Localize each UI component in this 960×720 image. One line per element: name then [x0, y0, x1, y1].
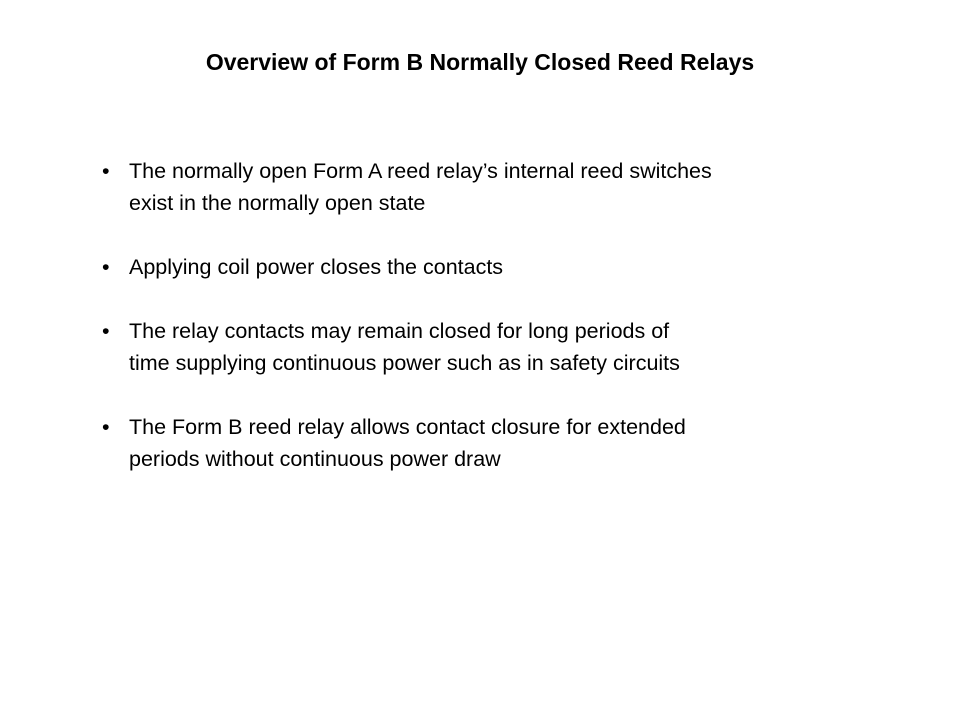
- bullet-text-line: time supplying continuous power such as in safety circuits: [129, 351, 680, 375]
- bullet-item-2: [102, 251, 902, 283]
- bullet-text-line: The relay contacts may remain closed for long periods of: [129, 319, 670, 343]
- bullet-text-line: The Form B reed relay allows contact closure for extended: [129, 415, 686, 439]
- slide-title: Overview of Form B Normally Closed Reed Relays: [205, 49, 755, 75]
- bullet-dot-icon: •: [102, 415, 110, 439]
- bullet-item-1: [102, 155, 902, 219]
- bullet-dot-icon: •: [102, 319, 110, 343]
- bullet-list: [102, 155, 902, 507]
- bullet-item-3: [102, 315, 902, 379]
- bullet-text-line: periods without continuous power draw: [129, 447, 501, 471]
- bullet-dot-icon: •: [102, 159, 110, 183]
- bullet-text-line: The normally open Form A reed relay’s internal reed switches: [129, 159, 712, 183]
- bullet-dot-icon: •: [102, 255, 110, 279]
- bullet-text-line: exist in the normally open state: [129, 191, 426, 215]
- bullet-text-line: Applying coil power closes the contacts: [129, 255, 504, 279]
- bullet-item-4: [102, 411, 902, 475]
